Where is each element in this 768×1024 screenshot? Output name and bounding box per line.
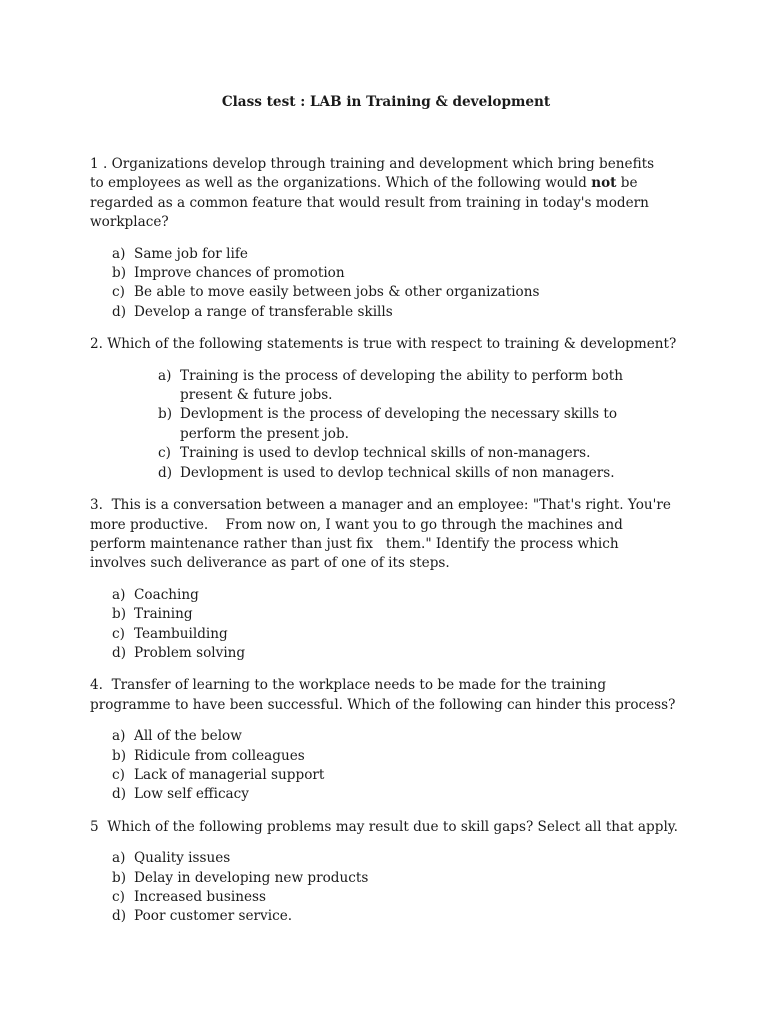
- question-4-option-b: [112, 747, 690, 766]
- question-4: [90, 676, 690, 804]
- option-letter: a): [112, 586, 126, 603]
- question-1-option-c: [112, 283, 690, 302]
- question-3-option-a: [112, 586, 690, 605]
- question-2-options: [158, 367, 658, 483]
- question-1-option-d: [112, 303, 690, 322]
- question-3-options: [112, 586, 690, 664]
- option-text: Poor customer service.: [134, 908, 293, 925]
- option-text: Lack of managerial support: [134, 766, 325, 783]
- question-3: [90, 496, 690, 663]
- question-3-option-c: [112, 625, 690, 644]
- question-1-text: [90, 155, 658, 233]
- option-text: Delay in developing new products: [134, 869, 369, 886]
- option-letter: d): [112, 786, 127, 803]
- option-letter: d): [112, 644, 127, 661]
- option-text: Improve chances of promotion: [134, 265, 345, 282]
- question-2-text: 2. Which of the following statements is true with respect to training & development?: [90, 336, 677, 353]
- question-4-text: 4. Transfer of learning to the workplace needs to be made for the training programme to have been successful. Which of the following can hinder this process?: [90, 677, 676, 713]
- question-2-option-b: [158, 405, 658, 444]
- option-letter: b): [112, 869, 127, 886]
- question-5-option-b: [112, 869, 690, 888]
- option-letter: a): [112, 245, 126, 262]
- option-text: Teambuilding: [134, 625, 228, 642]
- question-5-option-d: [112, 907, 690, 926]
- option-letter: c): [112, 766, 125, 783]
- option-text: Develop a range of transferable skills: [134, 303, 393, 320]
- question-4-option-a: [112, 727, 690, 746]
- document-title: Class test : LAB in Training & development: [221, 94, 551, 110]
- option-letter: c): [158, 445, 171, 462]
- question-3-text: 3. This is a conversation between a manager and an employee: "That's right. You're more productive. From now on, I want you to go through the machines and perform maintenance rather than just fix them." Identify the process which involves such deliverance as part of one of its steps.: [90, 497, 676, 572]
- option-letter: a): [112, 850, 126, 867]
- option-letter: b): [112, 747, 127, 764]
- option-letter: c): [112, 625, 125, 642]
- option-text: Increased business: [134, 889, 266, 905]
- question-1-option-a: [112, 245, 690, 264]
- question-1-option-b: [112, 264, 690, 283]
- question-1-emphasis: not: [591, 175, 617, 192]
- question-1-text-after: be regarded as a common feature that would result from training in today's modern workplace?: [90, 175, 649, 231]
- option-text: Training: [134, 606, 193, 623]
- option-text: Ridicule from colleagues: [134, 747, 305, 764]
- option-letter: b): [112, 265, 127, 282]
- option-text: Devlopment is used to devlop technical skills of non managers.: [180, 464, 615, 481]
- question-5: [90, 818, 690, 927]
- option-text: Training is the process of developing the ability to perform both present & future jobs.: [180, 367, 623, 404]
- option-text: Training is used to devlop technical skills of non-managers.: [180, 445, 591, 462]
- test-document: [90, 92, 690, 927]
- question-5-options: [112, 849, 690, 927]
- option-text: Problem solving: [134, 644, 246, 661]
- option-text: Low self efficacy: [134, 786, 249, 803]
- option-letter: c): [112, 889, 125, 905]
- question-5-text: 5 Which of the following problems may result due to skill gaps? Select all that apply.: [90, 818, 678, 835]
- question-4-option-d: [112, 785, 690, 804]
- option-text: Coaching: [134, 586, 199, 603]
- option-letter: c): [112, 284, 125, 301]
- option-letter: d): [112, 908, 127, 925]
- question-5-option-c: [112, 888, 690, 907]
- question-1-text-before: 1 . Organizations develop through training and development which bring benefits to employees as well as the organizations. Which of the following would: [90, 156, 655, 192]
- option-letter: b): [158, 406, 173, 423]
- question-2-option-a: [158, 367, 658, 406]
- option-text: Quality issues: [134, 850, 231, 867]
- option-text: Same job for life: [134, 245, 248, 262]
- question-1: [90, 155, 690, 322]
- question-1-options: [112, 245, 690, 323]
- option-letter: a): [158, 367, 172, 384]
- option-letter: d): [158, 464, 173, 481]
- question-2-option-c: [158, 444, 658, 463]
- question-4-options: [112, 727, 690, 805]
- question-5-option-a: [112, 849, 690, 868]
- option-letter: a): [112, 728, 126, 745]
- option-text: Be able to move easily between jobs & other organizations: [134, 284, 540, 301]
- question-3-option-d: [112, 644, 690, 663]
- question-3-option-b: [112, 605, 690, 624]
- option-letter: b): [112, 606, 127, 623]
- question-2-option-d: [158, 464, 658, 483]
- option-text: All of the below: [134, 728, 242, 745]
- question-4-option-c: [112, 766, 690, 785]
- question-2: [90, 335, 690, 483]
- option-letter: d): [112, 303, 127, 320]
- option-text: Devlopment is the process of developing the necessary skills to perform the present job.: [180, 406, 618, 442]
